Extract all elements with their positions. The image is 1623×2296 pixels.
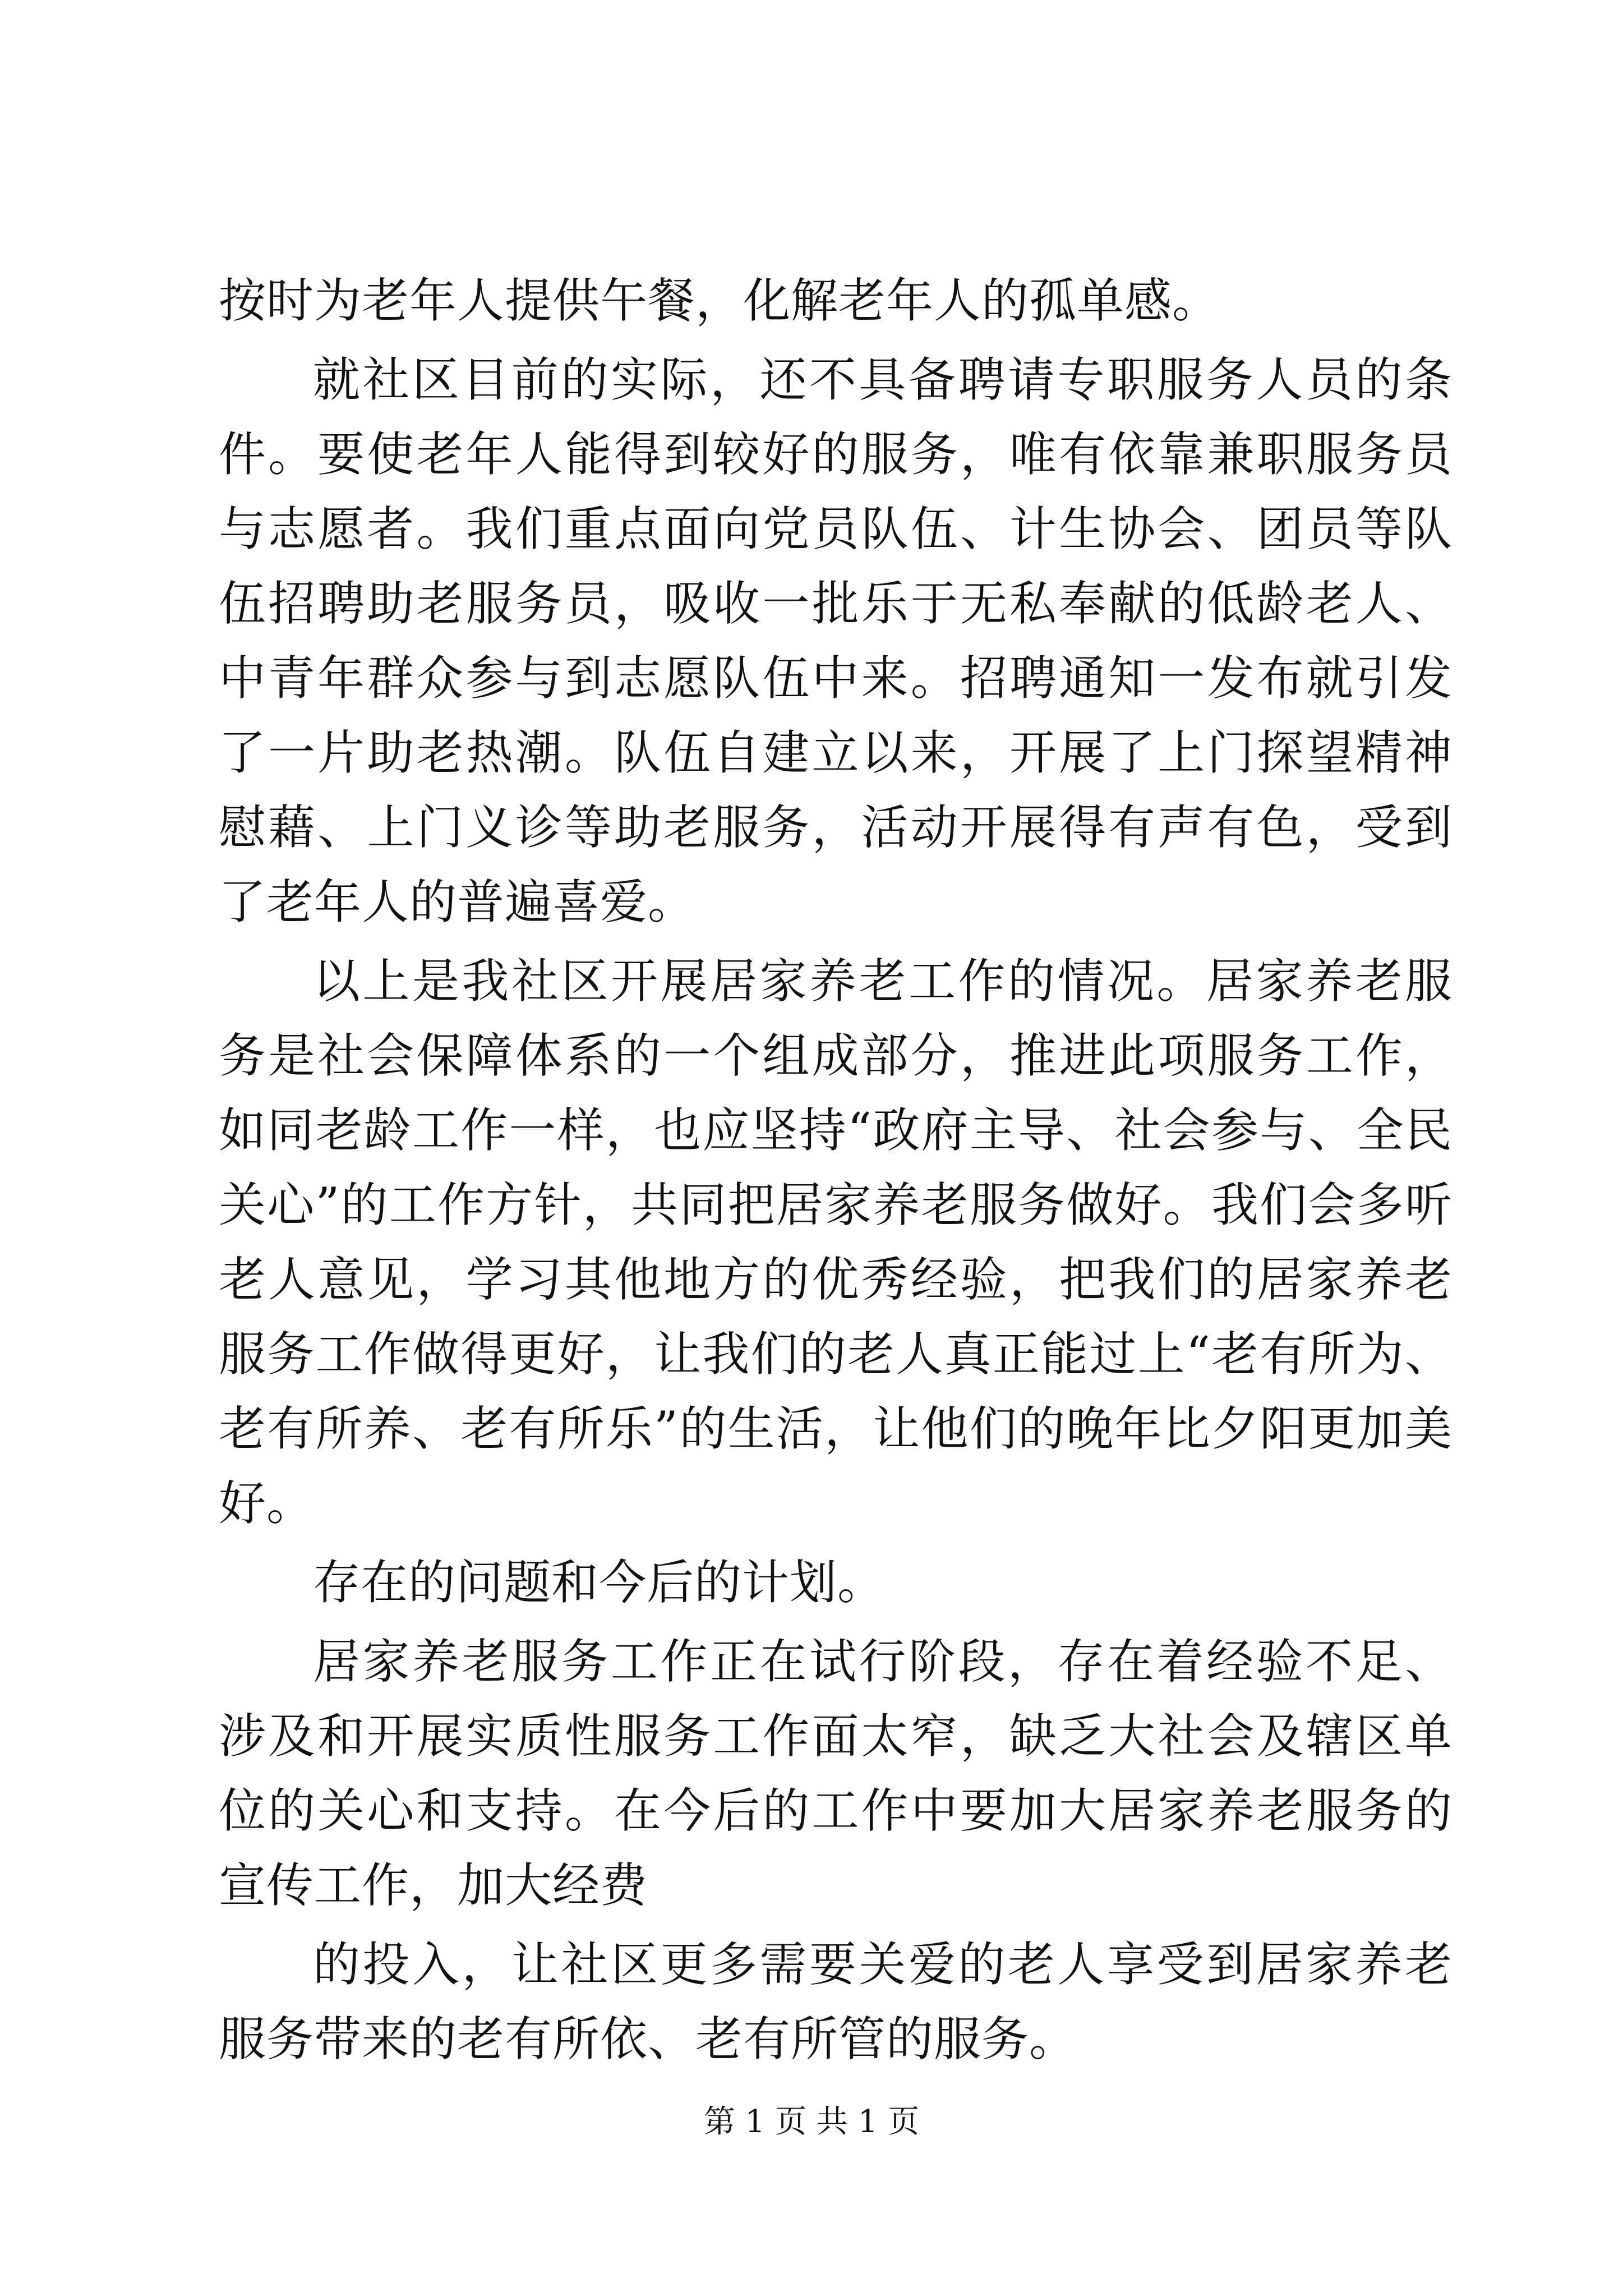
paragraph-2: 就社区目前的实际，还不具备聘请专职服务人员的条件。要使老年人能得到较好的服务，唯有依靠兼职服务员与志愿者。我们重点面向党员队伍、计生协会、团员等队伍招聘助老服务员，吸收一批乐于无私奉献的低龄老人、中青年群众参与到志愿队伍中来。招聘通知一发布就引发了一片助老热潮。队伍自建立以来，开展了上门探望精神慰藉、上门义诊等助老服务，活动开展得有声有色，受到了老年人的普遍喜爱。 xyxy=(219,352,1453,930)
paragraph-5: 居家养老服务工作正在试行阶段，存在着经验不足、涉及和开展实质性服务工作面太窄，缺乏大社会及辖区单位的关心和支持。在今后的工作中要加大居家养老服务的宣传工作，加大经费 xyxy=(219,1634,1453,1913)
document-body xyxy=(219,264,1453,2081)
paragraph-1: 按时为老年人提供午餐，化解老年人的孤单感。 xyxy=(219,273,1220,328)
paragraph-4: 存在的问题和今后的计划。 xyxy=(313,1555,886,1610)
page-footer: 第 1 页 共 1 页 xyxy=(703,2104,920,2140)
paragraph-3: 以上是我社区开展居家养老工作的情况。居家养老服务是社会保障体系的一个组成部分，推进此项服务工作，如同老龄工作一样，也应坚持“政府主导、社会参与、全民关心”的工作方针，共同把居家养老服务做好。我们会多听老人意见，学习其他地方的优秀经验，把我们的居家养老服务工作做得更好，让我们的老人真正能过上“老有所为、老有所养、老有所乐”的生活，让他们的晚年比夕阳更加美好。 xyxy=(219,954,1453,1531)
paragraph-6: 的投入，让社区更多需要关爱的老人享受到居家养老服务带来的老有所依、老有所管的服务。 xyxy=(219,1937,1453,2067)
